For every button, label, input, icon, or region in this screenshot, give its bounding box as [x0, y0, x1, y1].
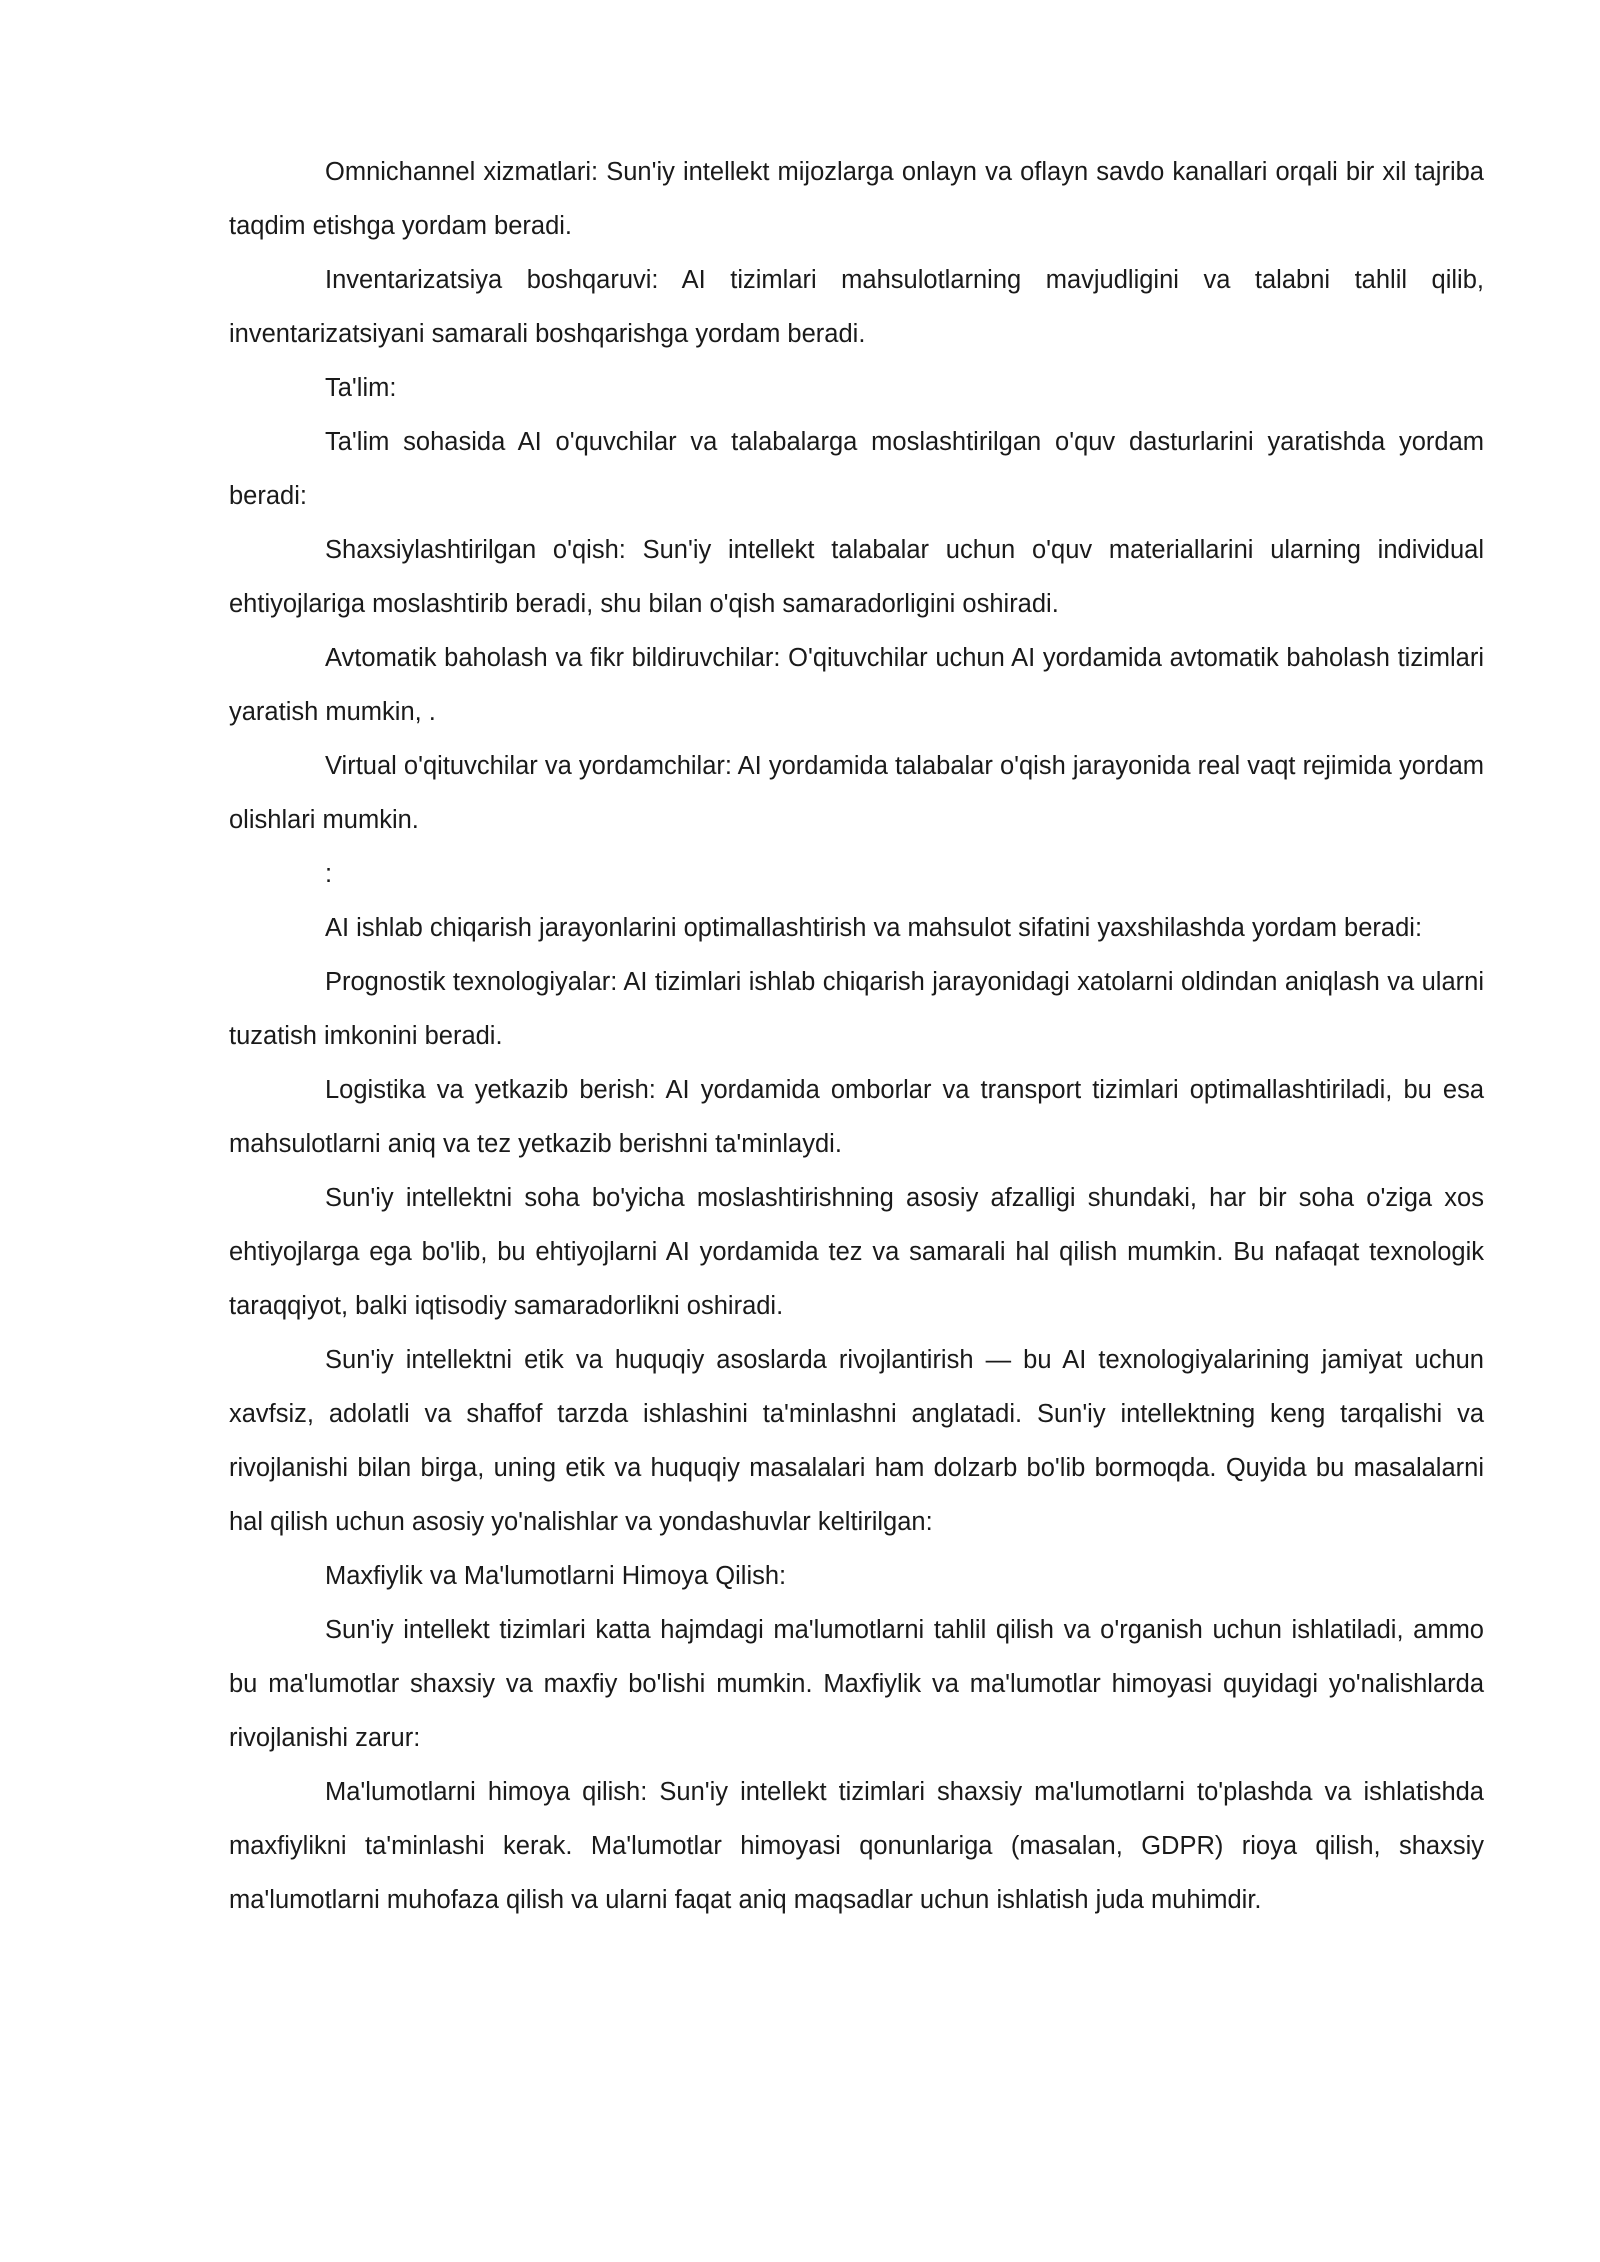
heading-education: Ta'lim:	[325, 374, 397, 402]
paragraph-inventory: Inventarizatsiya boshqaruvi: AI tizimlari mahsulotlarning mavjudligini va talabni tahlil qilib, inventarizatsiyani samarali boshqarishga yordam beradi.	[229, 266, 1484, 348]
paragraph-omnichannel: Omnichannel xizmatlari: Sun'iy intellekt mijozlarga onlayn va oflayn savdo kanallari orqali bir xil tajriba taqdim etishga yordam beradi.	[229, 158, 1484, 240]
heading-privacy: Maxfiylik va Ma'lumotlarni Himoya Qilish:	[325, 1562, 787, 1590]
paragraph-predictive-tech: Prognostik texnologiyalar: AI tizimlari ishlab chiqarish jarayonidagi xatolarni oldindan aniqlash va ularni tuzatish imkonini beradi.	[229, 968, 1484, 1050]
paragraph-logistics: Logistika va yetkazib berish: AI yordamida omborlar va transport tizimlari optimallashtiriladi, bu esa mahsulotlarni aniq va tez yetkazib berishni ta'minlaydi.	[229, 1076, 1484, 1158]
paragraph-ethics-law: Sun'iy intellektni etik va huquqiy asoslarda rivojlantirish — bu AI texnologiyalarining jamiyat uchun xavfsiz, adolatli va shaffof tarzda ishlashini ta'minlashni anglatadi. Sun'iy intellektning keng tarqalishi va rivojlanishi bilan birga, uning etik va huquqiy masalalari ham dolzarb bo'lib bormoqda. Quyida bu masalalarni hal qilish uchun asosiy yo'nalishlar va yondashuvlar keltirilgan:	[229, 1346, 1484, 1536]
document-body	[229, 145, 1484, 1927]
paragraph-automatic-grading: Avtomatik baholash va fikr bildiruvchilar: O'qituvchilar uchun AI yordamida avtomatik baholash tizimlari yaratish mumkin, .	[229, 644, 1484, 726]
paragraph-data-protection: Ma'lumotlarni himoya qilish: Sun'iy intellekt tizimlari shaxsiy ma'lumotlarni to'plashda va ishlatishda maxfiylikni ta'minlashi kerak. Ma'lumotlar himoyasi qonunlariga (masalan, GDPR) rioya qilish, shaxsiy ma'lumotlarni muhofaza qilish va ularni faqat aniq maqsadlar uchun ishlatish juda muhimdir.	[229, 1778, 1484, 1914]
paragraph-virtual-teachers: Virtual o'qituvchilar va yordamchilar: AI yordamida talabalar o'qish jarayonida real vaqt rejimida yordam olishlari mumkin.	[229, 752, 1484, 834]
paragraph-education-intro: Ta'lim sohasida AI o'quvchilar va talabalarga moslashtirilgan o'quv dasturlarini yaratishda yordam beradi:	[229, 428, 1484, 510]
heading-empty: :	[325, 860, 333, 888]
paragraph-industry-adaptation: Sun'iy intellektni soha bo'yicha moslashtirishning asosiy afzalligi shundaki, har bir soha o'ziga xos ehtiyojlarga ega bo'lib, bu ehtiyojlarni AI yordamida tez va samarali hal qilish mumkin. Bu nafaqat texnologik taraqqiyot, balki iqtisodiy samaradorlikni oshiradi.	[229, 1184, 1484, 1320]
paragraph-manufacturing-intro: AI ishlab chiqarish jarayonlarini optimallashtirish va mahsulot sifatini yaxshilashda yordam beradi:	[325, 914, 1423, 942]
paragraph-personalized-learning: Shaxsiylashtirilgan o'qish: Sun'iy intellekt talabalar uchun o'quv materiallarini ularning individual ehtiyojlariga moslashtirib beradi, shu bilan o'qish samaradorligini oshiradi.	[229, 536, 1484, 618]
paragraph-privacy-intro: Sun'iy intellekt tizimlari katta hajmdagi ma'lumotlarni tahlil qilish va o'rganish uchun ishlatiladi, ammo bu ma'lumotlar shaxsiy va maxfiy bo'lishi mumkin. Maxfiylik va ma'lumotlar himoyasi quyidagi yo'nalishlarda rivojlanishi zarur:	[229, 1616, 1484, 1752]
